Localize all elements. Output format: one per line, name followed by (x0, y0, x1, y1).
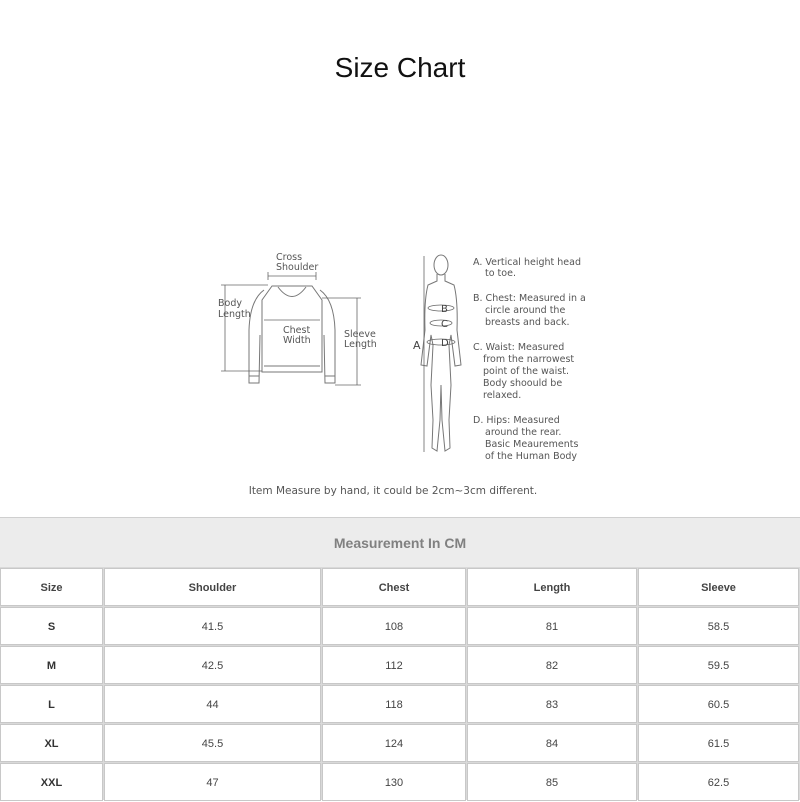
label-body-length-1: Body (218, 298, 242, 309)
table-caption (0, 517, 800, 567)
label-chest-width-2: Width (283, 335, 311, 346)
table-cell: 108 (322, 607, 466, 645)
table-cell: 85 (467, 763, 637, 801)
label-a: A (413, 339, 421, 352)
label-cross-shoulder-1: Cross (276, 252, 303, 263)
note-b-1: B. Chest: Measured in a (473, 293, 586, 304)
table-cell: 118 (322, 685, 466, 723)
table-cell: 45.5 (104, 724, 321, 762)
table-header-cell: Chest (322, 568, 466, 606)
table-cell: 130 (322, 763, 466, 801)
table-cell: XXL (0, 763, 103, 801)
table-cell: 62.5 (638, 763, 799, 801)
note-a-1: A. Vertical height head (473, 257, 581, 268)
table-cell: 83 (467, 685, 637, 723)
table-cell: L (0, 685, 103, 723)
note-d-1: D. Hips: Measured (473, 415, 560, 426)
note-d-2: around the rear. (485, 427, 562, 438)
table-header-cell: Size (0, 568, 103, 606)
note-c-3: point of the waist. (483, 366, 569, 377)
note-c-5: relaxed. (483, 390, 522, 401)
table-cell: 44 (104, 685, 321, 723)
label-sleeve-length-1: Sleeve (344, 329, 376, 340)
table-caption-text: Measurement In CM (333, 535, 467, 551)
table-cell: 47 (104, 763, 321, 801)
table-cell: 58.5 (638, 607, 799, 645)
table-header-cell: Sleeve (638, 568, 799, 606)
table-cell: 82 (467, 646, 637, 684)
size-table (0, 517, 800, 800)
note-b-2: circle around the (485, 305, 566, 316)
note-c-4: Body shoould be (483, 378, 563, 389)
note-d-4: of the Human Body (485, 451, 578, 462)
measure-disclaimer: Item Measure by hand, it could be 2cm~3cm different. (248, 485, 538, 497)
table-cell: 124 (322, 724, 466, 762)
table-cell: 59.5 (638, 646, 799, 684)
note-c-2: from the narrowest (483, 354, 575, 365)
label-chest-width-1: Chest (283, 325, 311, 336)
table-header-cell: Shoulder (104, 568, 321, 606)
note-a-2: to toe. (485, 268, 516, 279)
label-sleeve-length-2: Length (344, 339, 377, 350)
table-cell: 60.5 (638, 685, 799, 723)
label-c: C (441, 319, 448, 330)
label-cross-shoulder-2: Shoulder (276, 262, 319, 273)
table-header-cell: Length (467, 568, 637, 606)
page-title: Size Chart (334, 52, 466, 83)
label-b: B (441, 304, 448, 315)
note-c-1: C. Waist: Measured (473, 342, 565, 353)
table-cell: M (0, 646, 103, 684)
table-cell: 61.5 (638, 724, 799, 762)
table-cell: 81 (467, 607, 637, 645)
table-cell: S (0, 607, 103, 645)
table-cell: 84 (467, 724, 637, 762)
table-cell: XL (0, 724, 103, 762)
table-cell: 41.5 (104, 607, 321, 645)
label-d: D (441, 338, 449, 349)
label-body-length-2: Length (218, 309, 251, 320)
body-illustration (421, 255, 461, 451)
note-b-3: breasts and back. (485, 317, 570, 328)
table-cell: 112 (322, 646, 466, 684)
table-cell: 42.5 (104, 646, 321, 684)
note-d-3: Basic Meaurements (485, 439, 579, 450)
